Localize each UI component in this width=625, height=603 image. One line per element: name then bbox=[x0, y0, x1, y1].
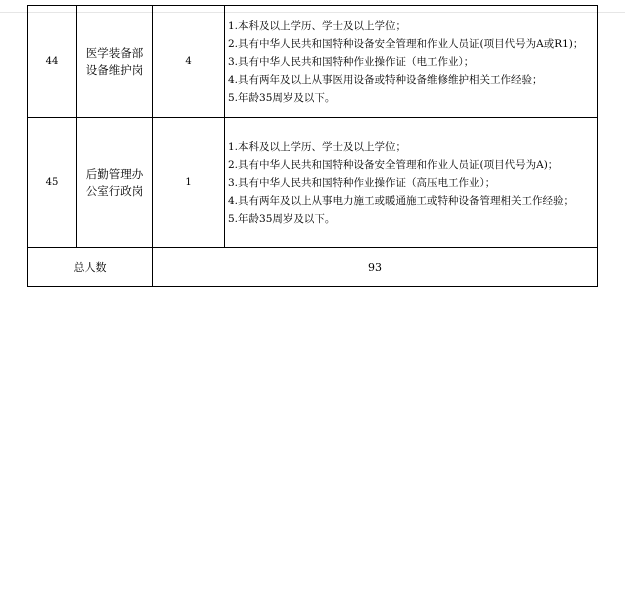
requirement-item: 5.年龄35周岁及以下。 bbox=[228, 212, 336, 225]
position-name: 医学装备部设备维护岗 bbox=[77, 6, 153, 118]
requirement-item: 1.本科及以上学历、学士及以上学位； bbox=[228, 140, 407, 153]
total-value: 93 bbox=[153, 248, 598, 287]
total-row bbox=[28, 248, 598, 287]
requirement-item: 2.具有中华人民共和国特种设备安全管理和作业人员证(项目代号为A)； bbox=[228, 158, 559, 171]
requirement-item: 1.本科及以上学历、学士及以上学位； bbox=[228, 19, 407, 32]
row-number: 45 bbox=[28, 118, 77, 248]
requirement-item: 4.具有两年及以上从事电力施工或暖通施工或特种设备管理相关工作经验； bbox=[228, 194, 575, 207]
requirements-cell bbox=[225, 118, 598, 248]
headcount: 1 bbox=[153, 118, 225, 248]
table-row bbox=[28, 118, 598, 248]
requirement-item: 4.具有两年及以上从事医用设备或特种设备维修维护相关工作经验； bbox=[228, 73, 543, 86]
total-label: 总人数 bbox=[28, 248, 153, 287]
row-number: 44 bbox=[28, 6, 77, 118]
requirement-item: 5.年龄35周岁及以下。 bbox=[228, 91, 336, 104]
position-name: 后勤管理办公室行政岗 bbox=[77, 118, 153, 248]
requirement-item: 3.具有中华人民共和国特种作业操作证（电工作业）； bbox=[228, 55, 475, 68]
requirement-item: 2.具有中华人民共和国特种设备安全管理和作业人员证(项目代号为A或R1)； bbox=[228, 37, 584, 50]
requirement-item: 3.具有中华人民共和国特种作业操作证（高压电工作业）； bbox=[228, 176, 496, 189]
headcount: 4 bbox=[153, 6, 225, 118]
table-row bbox=[28, 6, 598, 118]
requirements-cell bbox=[225, 6, 598, 118]
recruitment-table bbox=[27, 5, 598, 287]
